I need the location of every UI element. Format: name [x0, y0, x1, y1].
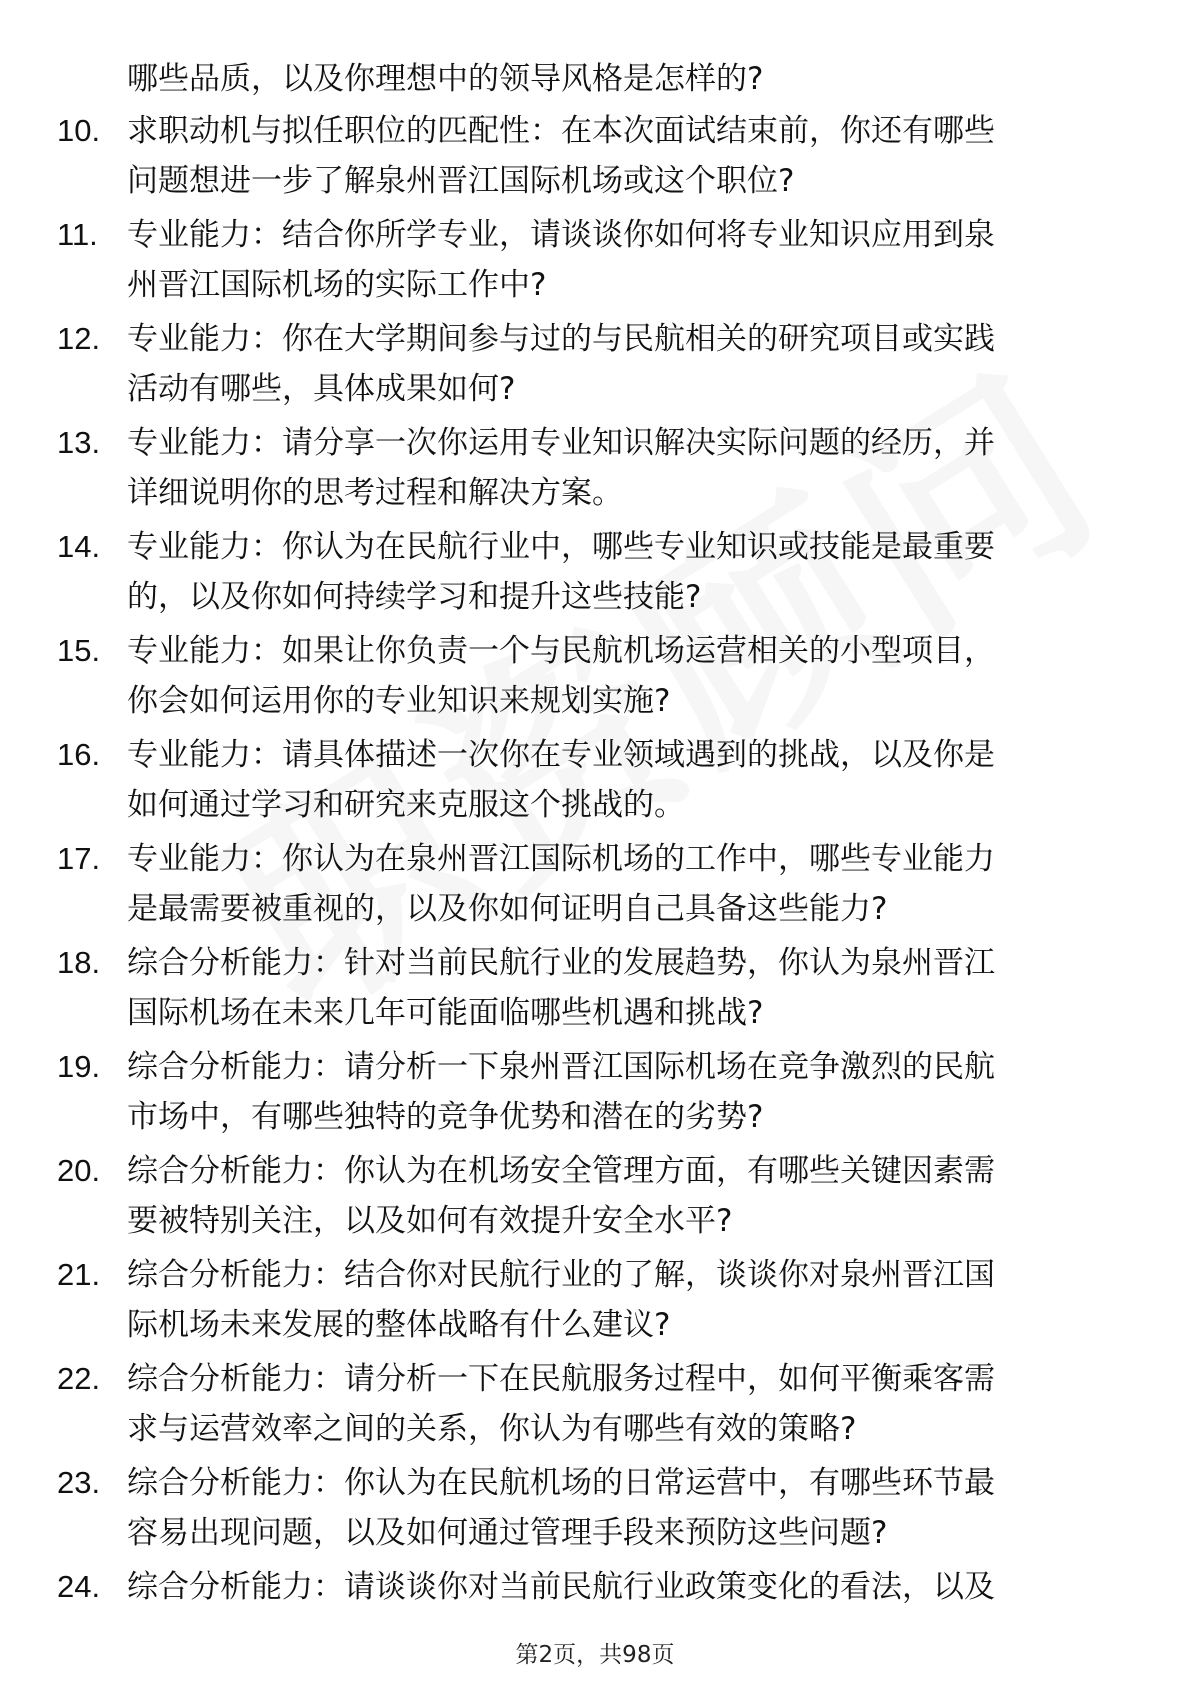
question-number: 16.: [57, 737, 101, 772]
question-text-line: 综合分析能力：请分析一下泉州晋江国际机场在竞争激烈的民航: [127, 1049, 995, 1085]
question-text-line: 专业能力：请分享一次你运用专业知识解决实际问题的经历，并: [127, 425, 995, 461]
question-item: [52, 834, 1102, 938]
question-text-line: 是最需要被重视的，以及你如何证明自己具备这些能力?: [127, 891, 888, 927]
question-text-line: 国际机场在未来几年可能面临哪些机遇和挑战?: [127, 995, 764, 1031]
question-text-line: 综合分析能力：你认为在民航机场的日常运营中，有哪些环节最: [127, 1465, 995, 1501]
question-item: [52, 1458, 1102, 1562]
question-number: 12.: [57, 321, 101, 356]
question-number: 21.: [57, 1257, 101, 1292]
question-text-line: 专业能力：你在大学期间参与过的与民航相关的研究项目或实践: [127, 321, 995, 357]
page-footer: 第2页，共98页: [515, 1642, 675, 1668]
question-text-line: 详细说明你的思考过程和解决方案。: [127, 475, 623, 511]
question-text-line: 专业能力：如果让你负责一个与民航机场运营相关的小型项目，: [127, 633, 995, 669]
question-text-line: 求职动机与拟任职位的匹配性：在本次面试结束前，你还有哪些: [127, 113, 995, 149]
question-number: 14.: [57, 529, 101, 564]
question-list: [52, 106, 1102, 1666]
question-text-line: 要被特别关注，以及如何有效提升安全水平?: [127, 1203, 733, 1239]
question-item: [52, 1250, 1102, 1354]
question-item: [52, 626, 1102, 730]
question-text-line: 的，以及你如何持续学习和提升这些技能?: [127, 579, 702, 615]
question-text-line: 活动有哪些，具体成果如何?: [127, 371, 516, 407]
question-item: [52, 938, 1102, 1042]
question-text-line: 容易出现问题，以及如何通过管理手段来预防这些问题?: [127, 1515, 888, 1551]
question-text-line: 专业能力：你认为在民航行业中，哪些专业知识或技能是最重要: [127, 529, 995, 565]
question-text-line: 专业能力：你认为在泉州晋江国际机场的工作中，哪些专业能力: [127, 841, 995, 877]
question-text-line: 际机场未来发展的整体战略有什么建议?: [127, 1307, 671, 1343]
question-text-line: 问题想进一步了解泉州晋江国际机场或这个职位?: [127, 163, 795, 199]
question-text-line: 市场中，有哪些独特的竞争优势和潜在的劣势?: [127, 1099, 764, 1135]
question-text-line: 综合分析能力：请谈谈你对当前民航行业政策变化的看法，以及: [127, 1569, 995, 1605]
question-text-line: 综合分析能力：你认为在机场安全管理方面，有哪些关键因素需: [127, 1153, 995, 1189]
question-text-line: 求与运营效率之间的关系，你认为有哪些有效的策略?: [127, 1411, 857, 1447]
question-text-line: 如何通过学习和研究来克服这个挑战的。: [127, 787, 685, 823]
question-text-line: 专业能力：结合你所学专业，请谈谈你如何将专业知识应用到泉: [127, 217, 995, 253]
question-number: 24.: [57, 1569, 101, 1604]
question-number: 23.: [57, 1465, 101, 1500]
question-text-line: 你会如何运用你的专业知识来规划实施?: [127, 683, 671, 719]
question-number: 11.: [57, 217, 98, 252]
continuation-text: 哪些品质，以及你理想中的领导风格是怎样的?: [127, 61, 764, 97]
question-item: [52, 1354, 1102, 1458]
question-number: 20.: [57, 1153, 101, 1188]
question-number: 10.: [57, 113, 101, 148]
question-item: [52, 418, 1102, 522]
question-item: [52, 106, 1102, 210]
question-item: [52, 522, 1102, 626]
question-text-line: 综合分析能力：请分析一下在民航服务过程中，如何平衡乘客需: [127, 1361, 995, 1397]
question-text-line: 综合分析能力：结合你对民航行业的了解，谈谈你对泉州晋江国: [127, 1257, 995, 1293]
question-number: 18.: [57, 945, 101, 980]
question-text-line: 州晋江国际机场的实际工作中?: [127, 267, 547, 303]
question-item: [52, 314, 1102, 418]
question-number: 19.: [57, 1049, 101, 1084]
question-text-line: 专业能力：请具体描述一次你在专业领域遇到的挑战，以及你是: [127, 737, 995, 773]
question-item: [52, 1042, 1102, 1146]
question-number: 17.: [57, 841, 101, 876]
question-item: [52, 730, 1102, 834]
question-number: 15.: [57, 633, 101, 668]
question-item: [52, 210, 1102, 314]
question-number: 13.: [57, 425, 101, 460]
question-number: 22.: [57, 1361, 101, 1396]
question-text-line: 综合分析能力：针对当前民航行业的发展趋势，你认为泉州晋江: [127, 945, 995, 981]
question-item: [52, 1146, 1102, 1250]
